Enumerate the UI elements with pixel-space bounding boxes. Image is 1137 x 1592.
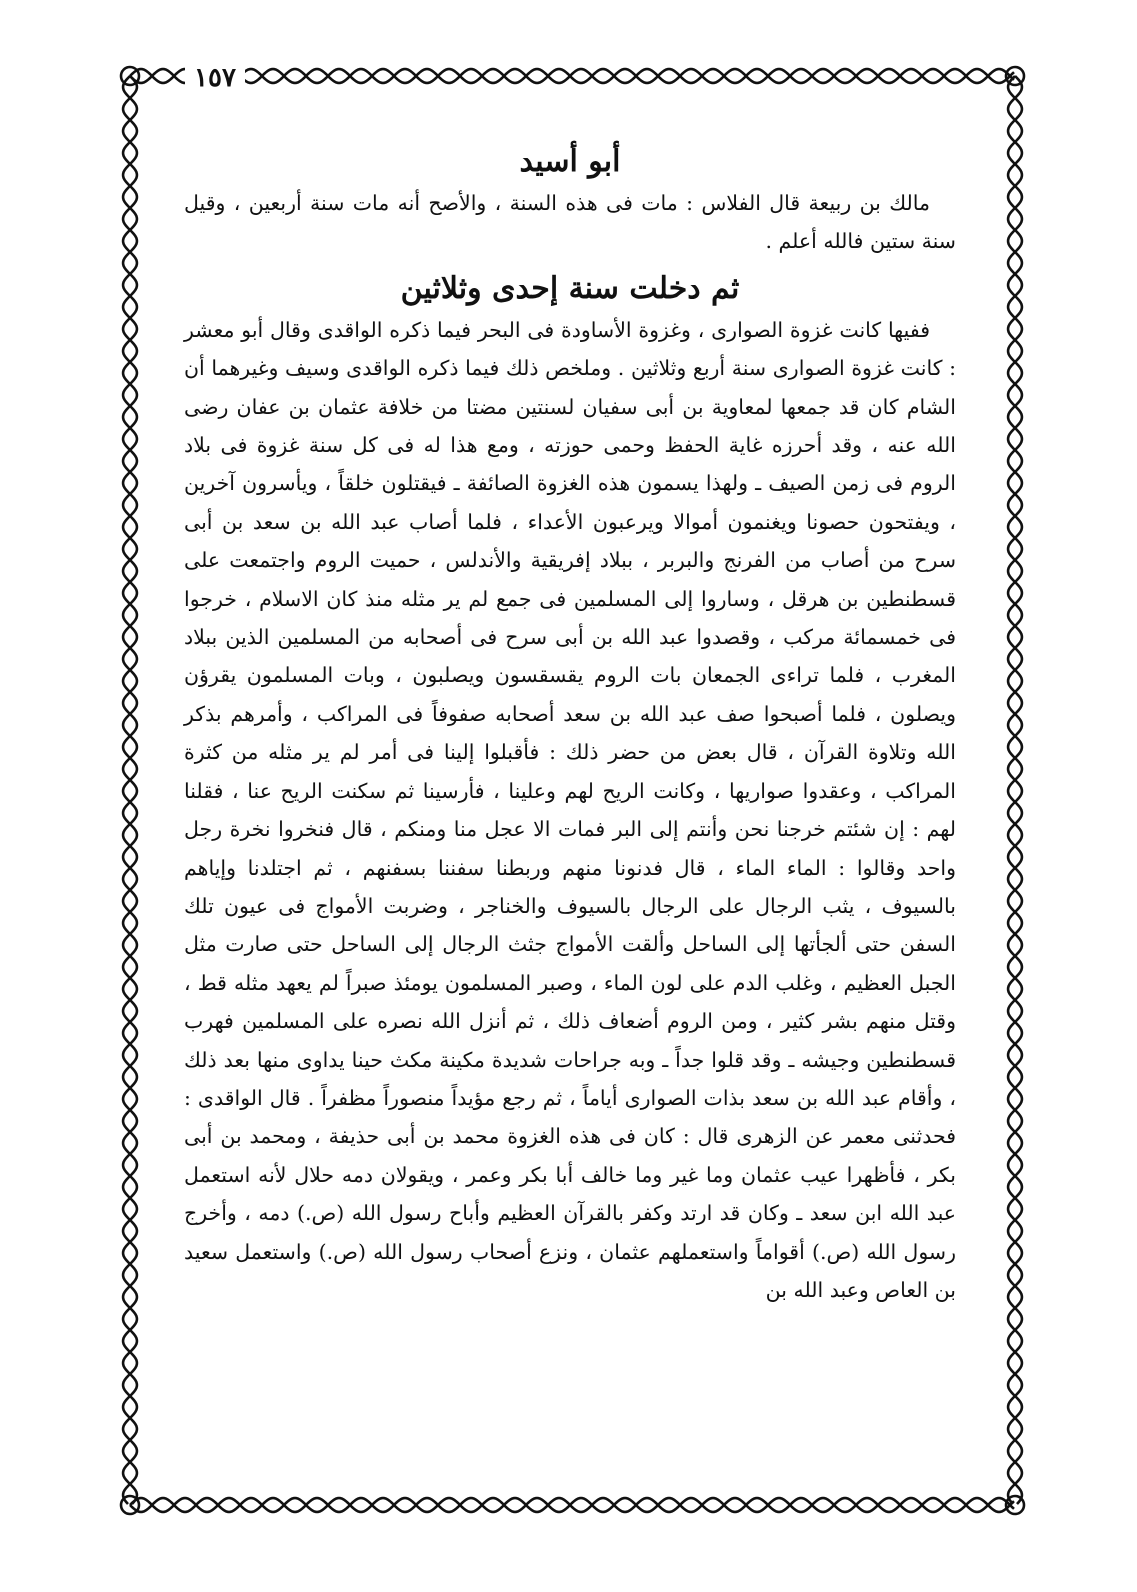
- paragraph-abu-usayd: مالك بن ربيعة قال الفلاس : مات فى هذه السنة ، والأصح أنه مات سنة أربعين ، وقيل سنة ستين فالله أعلم .: [184, 191, 956, 254]
- page-number: ١٥٧: [185, 60, 245, 96]
- paragraph-year-31: ففيها كانت غزوة الصوارى ، وغزوة الأساودة فى البحر فيما ذكره الواقدى وقال أبو معشر : كانت غزوة الصوارى سنة أربع وثلاثين . وملخص ذلك فيما ذكره الواقدى وسيف وغيرهما أن الشام كان قد جمعها لمعاوية بن أبى سفيان لسنتين مضتا من خلافة عثمان بن عفان رضى الله عنه ، وقد أحرزه غاية الحفظ وحمى حوزته ، ومع هذا له فى كل سنة غزوة فى بلاد الروم فى زمن الصيف ـ ولهذا يسمون هذه الغزوة الصائفة ـ فيقتلون خلقاً ، ويأسرون آخرين ، ويفتحون حصونا ويغنمون أموالا ويرعبون الأعداء ، فلما أصاب عبد الله بن سعد بن أبى سرح من أصاب من الفرنج والبربر ، ببلاد إفريقية والأندلس ، حميت الروم واجتمعت على قسطنطين بن هرقل ، وساروا إلى المسلمين فى جمع لم ير مثله منذ كان الاسلام ، خرجوا فى خمسمائة مركب ، وقصدوا عبد الله بن أبى سرح فى أصحابه من المسلمين الذين ببلاد المغرب ، فلما تراءى الجمعان بات الروم يقسقسون ويصلبون ، وبات المسلمون يقرؤن ويصلون ، فلما أصبحوا صف عبد الله بن سعد أصحابه صفوفاً فى المراكب ، وأمرهم بذكر الله وتلاوة القرآن ، قال بعض من حضر ذلك : فأقبلوا إلينا فى أمر لم ير مثله من كثرة المراكب ، وعقدوا صواريها ، وكانت الريح لهم وعلينا ، فأرسينا ثم سكنت الريح عنا ، فقلنا لهم : إن شئتم خرجنا نحن وأنتم إلى البر فمات الا عجل منا ومنكم ، قال فنخروا نخرة رجل واحد وقالوا : الماء الماء ، قال فدنونا منهم وربطنا سفننا بسفنهم ، ثم اجتلدنا وإياهم بالسيوف ، يثب الرجال على الرجال بالسيوف والخناجر ، وضربت الأمواج فى عيون تلك السفن حتى ألجأتها إلى الساحل وألقت الأمواج جثث الرجال إلى الساحل حتى صارت مثل الجبل العظيم ، وغلب الدم على لون الماء ، وصبر المسلمون يومئذ صبراً لم يعهد مثله قط ، وقتل منهم بشر كثير ، ومن الروم أضعاف ذلك ، ثم أنزل الله نصره على المسلمين فهرب قسطنطين وجيشه ـ وقد قلوا جداً ـ وبه جراحات شديدة مكينة مكث حينا يداوى منها بعد ذلك ، وأقام عبد الله بن سعد بذات الصوارى أياماً ، ثم رجع مؤيداً منصوراً مظفراً . قال الواقدى : فحدثنى معمر عن الزهرى قال : كان فى هذه الغزوة محمد بن أبى حذيفة ، ومحمد بن أبى بكر ، فأظهرا عيب عثمان وما غير وما خالف أبا بكر وعمر ، ويقولان دمه حلال لأنه استعمل عبد الله ابن سعد ـ وكان قد ارتد وكفر بالقرآن العظيم وأباح رسول الله (ص.) دمه ، وأخرج رسول الله (ص.) أقواماً واستعملهم عثمان ، ونزع أصحاب رسول الله (ص.) واستعمل سعيد بن العاص وعبد الله بن: [184, 317, 956, 1302]
- section-title-abu-usayd: أبو أسيد: [519, 144, 621, 179]
- page-content: [184, 140, 956, 1309]
- section-title-year-31: ثم دخلت سنة إحدى وثلاثين: [400, 270, 740, 306]
